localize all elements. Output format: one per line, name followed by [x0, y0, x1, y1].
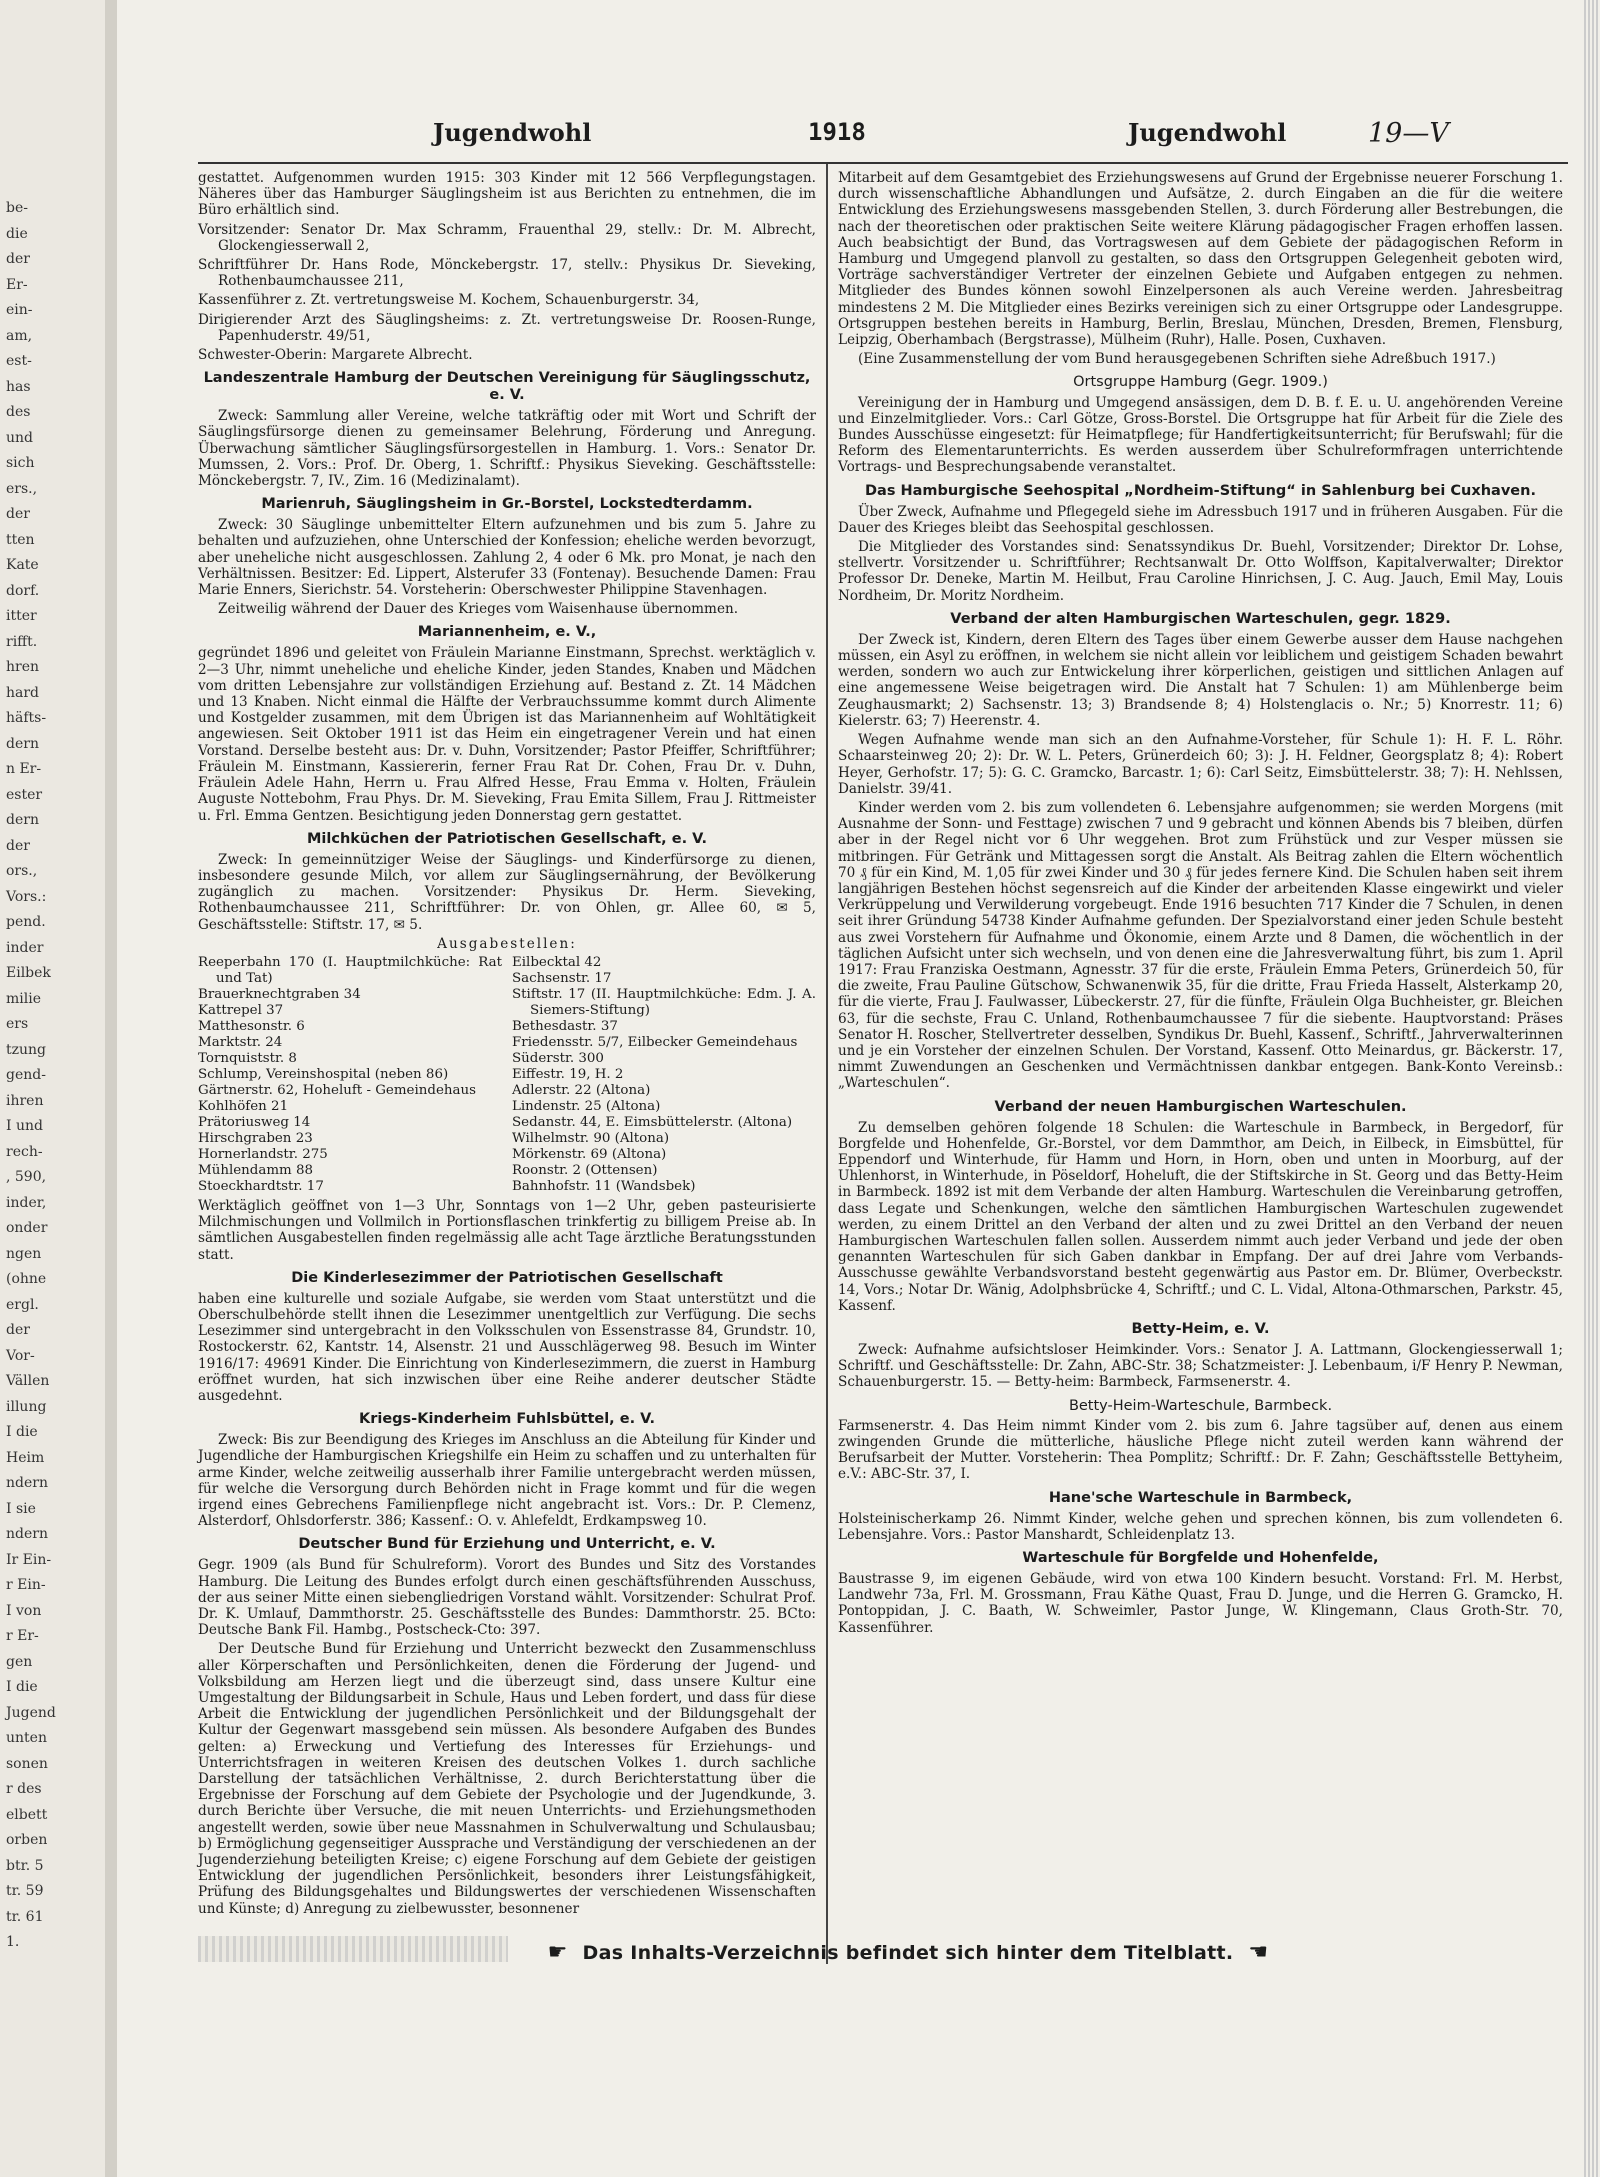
running-header — [118, 118, 1573, 158]
outlet-item: Tornquiststr. 8 — [198, 1050, 297, 1066]
section-text: Zweck: Sammlung aller Vereine, welche tatkräftig oder mit Wort und Schrift der Säuglingsfürsorge dienen zu gemeinsamer Belehrung, Förderung und Anregung. Überwachung sämtlicher Säuglingsfürsorgestellen in Hamburg. 1. Vors.: Senator Dr. Mumssen, 2. Vors.: Prof. Dr. Oberg, 1. Schriftf.: Physikus Sieveking. Geschäftsstelle: Mönckebergstr. 7, IV., Zim. 16 (Medizinalamt). — [198, 408, 816, 490]
gutter-text: onder — [6, 1220, 48, 1236]
section-heading: Betty-Heim-Warteschule, Barmbeck. — [1068, 1397, 1333, 1414]
section-text: Zweck: In gemeinnütziger Weise der Säuglings- und Kinderfürsorge zu dienen, insbesondere gesunde Milch, vor allem zur Säuglingsernährung, der Bevölkerung zugänglich zu machen. Vorsitzender: Physikus Dr. Herm. Sieveking, Rothenbaumchaussee 211, Schriftführer: Dr. von Ohlen, gr. Allee 60, ✉ 5, Geschäftsstelle: Stiftstr. 17, ✉ 5. — [198, 851, 816, 933]
book-spine — [105, 0, 117, 2177]
gutter-text: I von — [6, 1602, 42, 1619]
section-text: gegründet 1896 und geleitet von Fräulein Marianne Einstmann, Sprechst. werktäglich v. 2—3 Uhr, nimmt uneheliche und eheliche Kinder, jeden Standes, Knaben und Mädchen vom dritten Lebensjahre zur vollständigen Erziehung auf. Bestand z. Zt. 14 Mädchen und 13 Knaben. Nicht einmal die Hälfte der Verbrauchssumme kommt durch Alimente und Kostgelder zusammen, mit dem Übrigen ist das Mariannenheim auf Wohltätigkeit angewiesen. Seit Oktober 1911 ist das Heim ein eingetragener Verein und hat einen Vorstand. Derselbe besteht aus: Dr. v. Duhn, Vorsitzender; Pastor Pfeiffer, Schriftführer; Fräulein M. Einstmann, Kassiererin, ferner Frau Rat Dr. Cohen, Frau Dr. v. Duhn, Fräulein Adele Hahn, Herrn u. Frau Alfred Hesse, Frau Emma v. Holten, Fräulein Auguste Nottebohm, Frau Phys. Dr. M. Sieveking, Frau Emita Sillem, Frau J. Rittmeister u. Frl. Emma Gentzen. Besichtigung jeden Donnerstag gern gestattet. — [198, 645, 816, 824]
outlet-item: Roonstr. 2 (Ottensen) — [512, 1162, 658, 1178]
outlet-list-b — [512, 955, 816, 1195]
gutter-text: pend. — [6, 914, 46, 930]
gutter-text: est- — [6, 353, 32, 369]
gutter-text: inder — [6, 939, 44, 956]
section-heading: Marienruh, Säuglingsheim in Gr.-Borstel, Lockstedterdamm. — [261, 496, 753, 513]
section-text: Wegen Aufnahme wende man sich an den Aufnahme-Vorsteher, für Schule 1): H. F. L. Röhr. Schaarsteinweg 20; 2): Dr. W. L. Peters, Grünerdeich 60; 3): J. H. Feldner, Georgsplatz 8; 4): Robert Heyer, Gerhofstr. 17; 5): G. C. Gramcko, Barcastr. 1; 6): Carl Seitz, Eimsbüttelerstr. 38; 7): H. Nehlssen, Danielstr. 39/41. — [838, 732, 1563, 797]
section-text: Zweck: 30 Säuglinge unbemittelter Eltern aufzunehmen und bis zum 5. Jahre zu behalten und aufzuziehen, ohne Unterschied der Konfession; eheliche werden bevorzugt, aber uneheliche nicht ausgeschlossen. Zahlung 2, 4 oder 6 Mk. pro Monat, je nach den Verhältnissen. Besitzer: Ed. Lippert, Alsterufer 33 (Fontenay). Besuchende Damen: Frau Marie Enners, Sierichstr. 54. Vorsteherin: Oberschwester Philippine Stavenhagen. — [198, 517, 816, 599]
gutter-text: orben — [6, 1832, 48, 1848]
section-heading: Hane'sche Warteschule in Barmbeck, — [1048, 1489, 1353, 1506]
outlet-item: Hornerlandstr. 275 — [198, 1146, 328, 1162]
column-rule — [826, 164, 828, 1964]
gutter-text: ndern — [6, 1526, 48, 1542]
gutter-text: Vors.: — [6, 888, 47, 905]
section-heading: Verband der neuen Hamburgischen Warteschulen. — [994, 1098, 1407, 1115]
outlet-item: Stoeckhardtstr. 17 — [198, 1178, 324, 1194]
page-number: 19—V — [1368, 118, 1449, 149]
gutter-text: am, — [6, 327, 33, 344]
gutter-text: Heim — [6, 1449, 45, 1466]
section-text: Mitarbeit auf dem Gesamtgebiet des Erziehungswesens auf Grund der Ergebnisse neuerer Forschung 1. durch wissenschaftliche Abhandlungen und Aufsätze, 2. durch Eingaben an die für die weitere Entwicklung des Erziehungswesens massgebenden Stellen, 3. durch Förderung aller Bestrebungen, die nach der theoretischen oder praktischen Seite weitere Klärung pädagogischer Fragen erhoffen lassen. Auch beabsichtigt der Bund, das Vortragswesen auf dem Gebiete der pädagogischen Reform in Hamburg und Umgegend planvoll zu gestalten, so dass den Ortsgruppen Gelegenheit geboten wird, Vorträge sachverständiger Vertreter der einzelnen Gebiete und Aufgaben entgegen zu nehmen. Mitglieder des Bundes können sowohl Einzelpersonen als auch Vereine werden. Jahresbeitrag mindestens 2 M. Die Mitglieder eines Bezirks vereinigen sich zu einer Ortsgruppe oder Landesgruppe. Ortsgruppen bestehen bereits in Hamburg, Berlin, Breslau, München, Dresden, Bremen, Flensburg, Leipzig, Oberhambach (Bergstrasse), Mülheim (Ruhr), Halle. Posen, Cuxhaven. — [838, 170, 1563, 349]
gutter-text: ngen — [6, 1245, 42, 1262]
section-heading: Ortsgruppe Hamburg (Gegr. 1909.) — [1073, 374, 1328, 391]
gutter-text: Vällen — [6, 1373, 50, 1389]
outlet-item: Brauerknechtgraben 34 — [198, 986, 361, 1002]
gutter-text: itter — [6, 608, 37, 624]
section-text: Vereinigung der in Hamburg und Umgegend ansässigen, dem D. B. f. E. u. U. angehörenden Vereine und Einzelmitglieder. Vors.: Carl Götze, Gross-Borstel. Die Ortsgruppe hat für Arbeit für die Ziele des Bundes Ausschüsse eingesetzt: für Heimatpflege; für Handfertigkeitsunterricht; für Berufswahl; für die Reform des Elementarunterrichts. Es werden ausserdem über Schulreformfragen unterrichtende Vortrags- und Besprechungsabende veranstaltet. — [838, 394, 1563, 476]
gutter-text: hard — [6, 684, 40, 701]
gutter-text: rifft. — [6, 633, 38, 650]
gutter-text: milie — [6, 990, 41, 1007]
gutter-text: be- — [6, 200, 28, 216]
outlets-title: Ausgabestellen: — [437, 935, 577, 952]
outlet-item: Prätoriusweg 14 — [198, 1114, 311, 1130]
running-year: 1918 — [808, 118, 866, 146]
gutter-text: unten — [6, 1730, 47, 1746]
outlet-item: Sachsenstr. 17 — [512, 970, 612, 986]
section-text: Über Zweck, Aufnahme und Pflegegeld siehe im Adressbuch 1917 und in früheren Ausgaben. Für die Dauer des Krieges bleibt das Seehospital geschlossen. — [838, 503, 1563, 536]
outlet-item: Stiftstr. 17 (II. Hauptmilchküche: Edm. J. A. Siemers-Stiftung) — [512, 986, 816, 1018]
outlet-item: Lindenstr. 25 (Altona) — [512, 1098, 661, 1114]
section-text: Baustrasse 9, im eigenen Gebäude, wird von etwa 100 Kindern besucht. Vorstand: Frl. M. Herbst, Landwehr 73a, Frl. M. Grossmann, Frau Käthe Quast, Frau D. Junge, und die Herren G. Gramcko, H. Pontoppidan, J. C. Baath, W. Schweimler, Pastor Junge, W. Klingemann, Claus Groth-Str. 70, Kassenführer. — [838, 1571, 1563, 1636]
section-heading: Die Kinderlesezimmer der Patriotischen Gesellschaft — [291, 1269, 723, 1286]
gutter-text: häfts- — [6, 710, 47, 726]
intro-line: Kassenführer z. Zt. vertretungsweise M. Kochem, Schauenburgerstr. 34, — [198, 292, 700, 309]
outlet-item: Wilhelmstr. 90 (Altona) — [512, 1130, 670, 1146]
gutter-text: der — [6, 506, 30, 522]
gutter-text: tr. 59 — [6, 1883, 44, 1899]
gutter-text: (ohne — [6, 1271, 47, 1287]
gutter-text: gen — [6, 1653, 33, 1670]
gutter-text: inder, — [6, 1194, 47, 1211]
pointing-hand-icon: ☛ — [547, 1940, 568, 1965]
gutter-text: Er- — [6, 276, 28, 293]
gutter-text: der — [6, 837, 30, 854]
gutter-text: sonen — [6, 1755, 48, 1772]
section-text: Zu demselben gehören folgende 18 Schulen: die Warteschule in Barmbeck, in Bergedorf, für Borgfelde und Hohenfelde, Gr.-Borstel, vor dem Dammthor, am Deich, in Eilbeck, in Eimsbüttel, für Eppendorf und Winterhude, für Hamm und Horn, in Horn, oben und unten in Moorburg, auf der Uhlenhorst, in Winterhude, in Pöseldorf, Hoheluft, die der Stiftskirche in St. Georg und das Betty-Heim in Barmbeck. 1892 ist mit dem Verbande der alten Hamburg. Warteschulen die Vereinbarung getroffen, dass Legate und Schenkungen, welche den sämtlichen Hamburgischen Warteschulen zugewendet werden, zu einem Drittel an den Verband der alten und zu zwei Drittel an den Verband der neuen Hamburgischen Warteschulen fallen sollen. Ausserdem nimmt auch jeder Verband und jede der oben genannten Warteschulen für sich Gaben dankbar in Empfang. Der auf drei Jahre vom Verbands-Ausschusse gewählte Verbandsvorstand besteht gegenwärtig aus Pastor em. Dr. Blümer, Overbeckstr. 14, Vors.; Notar Dr. Wänig, Adolphsbrücke 4, Schriftf.; und C. L. Vidal, Altona-Othmarschen, Parkstr. 45, Kassenf. — [838, 1119, 1563, 1314]
running-title-right: Jugendwohl — [1128, 118, 1287, 147]
section-heading: Verband der alten Hamburgischen Warteschulen, gegr. 1829. — [950, 610, 1451, 627]
gutter-text: gend- — [6, 1067, 46, 1083]
gutter-text: I sie — [6, 1500, 36, 1517]
gutter-text: n Er- — [6, 761, 42, 777]
gutter-text: ihren — [6, 1092, 44, 1109]
right-column — [838, 170, 1563, 1639]
page-edge — [1584, 0, 1600, 2177]
section-heading: Landeszentrale Hamburg der Deutschen Vereinigung für Säuglingsschutz, e. V. — [203, 370, 811, 404]
section-heading: Mariannenheim, e. V., — [417, 624, 597, 641]
gutter-text: r des — [6, 1781, 42, 1797]
gutter-text: sich — [6, 455, 35, 471]
gutter-text: der — [6, 251, 30, 267]
section-text: Die Mitglieder des Vorstandes sind: Senatssyndikus Dr. Buehl, Vorsitzender; Direktor Dr. Lohse, stellvertr. Vorsitzender u. Schriftführer; Rechtsanwalt Dr. Otto Wolffson, Kapitalverwalter; Direktor Professor Dr. Deneke, Martin M. Heilbut, Frau Caroline Hinrichsen, J. C. Aug. Jauch, Emil May, Louis Nordheim, Dr. Moritz Nordheim. — [838, 539, 1563, 604]
gutter-text: ndern — [6, 1475, 48, 1491]
outlet-item: Mühlendamm 88 — [198, 1162, 314, 1178]
outlet-item: Hirschgraben 23 — [198, 1130, 313, 1146]
gutter-text: btr. 5 — [6, 1857, 44, 1874]
gutter-text: ergl. — [6, 1296, 39, 1313]
intro-line: Vorsitzender: Senator Dr. Max Schramm, Frauenthal 29, stellv.: Dr. M. Albrecht, Glockengiesserwall 2, — [198, 221, 816, 254]
section-text: haben eine kulturelle und soziale Aufgabe, sie werden vom Staat unterstützt und die Oberschulbehörde stellt ihnen die Lesezimmer unentgeltlich zur Verfügung. Die sechs Lesezimmer sind untergebracht in den Volksschulen von Essenstrasse 84, Grundstr. 10, Rostockerstr. 62, Kantstr. 14, Alsenstr. 21 und Ausschlägerweg 98. Besuch im Winter 1916/17: 49691 Kinder. Die Einrichtung von Kinderlesezimmern, die zuerst in Hamburg eröffnet wurden, hat sich inzwischen über eine Reihe anderer deutscher Städte ausgedehnt. — [198, 1290, 816, 1404]
section-text: Der Zweck ist, Kindern, deren Eltern des Tages über einem Gewerbe ausser dem Hause nachgehen müssen, ein Asyl zu eröffnen, in welchem sie nicht allein vor leiblichem und geistigem Schaden bewahrt werden, sondern wo auch zur Entwickelung ihrer körperlichen, geistigen und sittlichen Anlagen auf eine angemessene Weise beigetragen wird. Die Anstalt hat 7 Schulen: 1) am Mühlenberge beim Zeughausmarkt; 2) Sachsenstr. 13; 3) Brandsende 8; 4) Holstenglacis o. Nr.; 5) Knorrestr. 11; 6) Kielerstr. 63; 7) Heerenstr. 4. — [838, 631, 1563, 729]
outlet-item: Matthesonstr. 6 — [198, 1018, 305, 1034]
footer-note — [458, 1940, 1358, 1965]
outlet-item: Schlump, Vereinshospital (neben 86) — [198, 1066, 449, 1082]
gutter-text: ers — [6, 1016, 29, 1032]
gutter-text: Eilbek — [6, 965, 51, 981]
gutter-text: I die — [6, 1679, 38, 1695]
outlet-item: Eiffestr. 19, H. 2 — [512, 1066, 624, 1082]
facing-page-margin — [0, 0, 107, 2177]
gutter-text: dern — [6, 735, 39, 752]
header-rule — [198, 162, 1568, 164]
gutter-text: tzung — [6, 1041, 46, 1058]
gutter-text: elbett — [6, 1806, 48, 1823]
left-column — [198, 170, 816, 1920]
outlet-item: Friedensstr. 5/7, Eilbecker Gemeindehaus — [512, 1034, 798, 1050]
section-text: Der Deutsche Bund für Erziehung und Unterricht bezweckt den Zusammenschluss aller Körperschaften und Persönlichkeiten, denen die Förderung der Jugend- und Volksbildung am Herzen liegt und die überzeugt sind, dass unsere Kultur eine Umgestaltung der Bildungsarbeit in Schule, Haus und Leben fordert, und dass für diese Arbeit die Entwicklung der jugendlichen Persönlichkeit und der Bildungsgehalt der Kultur der Gegenwart massgebend sein müssen. Als besondere Aufgaben des Bundes gelten: a) Erweckung und Vertiefung des Interesses für Erziehungs- und Unterrichtsfragen in weiteren Kreisen des deutschen Volkes 1. durch sachliche Darstellung der tatsächlichen Verhältnisse, 2. durch Berichterstattung über die Ergebnisse der Forschung auf dem Gebiete der Psychologie und der Jugendkunde, 3. durch Berichte über Versuche, die mit neuen Unterrichts- und Erziehungsmethoden angestellt werden, sowie über neue Massnahmen in Schulverwaltung und Schulausbau; b) Ermöglichung gegenseitiger Aussprache und Verständigung der verschiedenen an der Jugenderziehung beteiligten Kreise; c) eigene Forschung auf dem Gebiete der geistigen Entwicklung der jugendlichen Persönlichkeit, besonders ihrer Leistungsfähigkeit, Prüfung des Bildungsgehaltes und Bildungswertes der verschiedenen Wissenschaften und Künste; d) Anregung zu zielbewusster, besonnener — [198, 1641, 816, 1917]
gutter-text: r Er- — [6, 1628, 39, 1644]
outlet-list-a — [198, 955, 502, 1195]
gutter-text: 1. — [6, 1934, 20, 1950]
section-text: Zweck: Aufnahme aufsichtsloser Heimkinder. Vors.: Senator J. A. Lattmann, Glockengiesserwall 1; Schriftf. und Geschäftsstelle: Dr. Zahn, ABC-Str. 38; Schatzmeister: J. Lebenbaum, i/F Henry P. Newman, Schauenburgerstr. 15. — Betty-heim: Barmbeck, Farmsenerstr. 4. — [838, 1342, 1563, 1391]
section-text: Farmsenerstr. 4. Das Heim nimmt Kinder vom 2. bis zum 6. Jahre tagsüber auf, denen aus einem zwingenden Grunde die mütterliche, häusliche Pflege nicht zuteil werden kann während der Berufsarbeit der Mutter. Vorsteherin: Thea Pomplitz; Schriftf.: Dr. F. Zahn; Geschäftsstelle Bettyheim, e.V.: ABC-Str. 37, I. — [838, 1417, 1563, 1483]
section-text: Holsteinischerkamp 26. Nimmt Kinder, welche gehen und sprechen können, bis zum vollendeten 6. Lebensjahre. Vors.: Pastor Manshardt, Schleidenplatz 13. — [838, 1510, 1563, 1543]
page — [118, 0, 1573, 2177]
gutter-text: has — [6, 378, 31, 395]
gutter-text: der — [6, 1322, 30, 1338]
section-text: Gegr. 1909 (als Bund für Schulreform). Vorort des Bundes und Sitz des Vorstandes Hamburg. Die Leitung des Bundes erfolgt durch einen geschäftsführenden Ausschuss, der aus seiner Mitte einen siebengliedrigen Vorstand wählt. Vorsitzender: Schulrat Prof. Dr. K. Umlauf, Dammthorstr. 25. Geschäftsstelle des Bundes: Dammthorstr. 25. BCto: Deutsche Bank Fil. Hambg., Postscheck-Cto: 397. — [198, 1557, 816, 1639]
outlet-item: Mörkenstr. 69 (Altona) — [512, 1146, 667, 1162]
intro-text: gestattet. Aufgenommen wurden 1915: 303 Kinder mit 12 566 Verpflegungstagen. Näheres über das Hamburger Säuglingsheim ist aus Berichten zu entnehmen, die im Büro erhältlich sind. — [198, 170, 816, 219]
outlet-item: Reeperbahn 170 (I. Hauptmilchküche: Rat und Tat) — [198, 954, 502, 986]
section-heading: Deutscher Bund für Erziehung und Unterricht, e. V. — [298, 1536, 716, 1553]
gutter-text: Kate — [6, 557, 39, 573]
section-heading: Warteschule für Borgfelde und Hohenfelde, — [1022, 1550, 1379, 1567]
gutter-text: und — [6, 429, 33, 446]
outlet-list — [198, 955, 816, 1195]
gutter-text: Ir Ein- — [6, 1551, 52, 1568]
gutter-text: die — [6, 225, 28, 242]
running-title-left: Jugendwohl — [433, 118, 592, 147]
intro-line: Schriftführer Dr. Hans Rode, Mönckebergstr. 17, stellv.: Physikus Dr. Sieveking, Rothenbaumchaussee 211, — [198, 257, 816, 290]
outlet-item: Bahnhofstr. 11 (Wandsbek) — [512, 1178, 696, 1194]
intro-line: Dirigierender Arzt des Säuglingsheims: z. Zt. vertretungsweise Dr. Roosen-Runge, Papenhuderstr. 49/51, — [198, 311, 816, 344]
pointing-hand-icon: ☚ — [1248, 1940, 1269, 1965]
outlet-item: Bethesdastr. 37 — [512, 1018, 618, 1034]
footer-text: Das Inhalts-Verzeichnis befindet sich hinter dem Titelblatt. — [582, 1942, 1234, 1964]
gutter-text: hren — [6, 659, 40, 675]
section-text: Werktäglich geöffnet von 1—3 Uhr, Sonntags von 1—2 Uhr, geben pasteurisierte Milchmischungen und Vollmilch in Portionsflaschen trinkfertig zu billigem Preise ab. In sämtlichen Ausgabestellen finden regelmässig alle acht Tage ärztliche Beratungsstunden statt. — [198, 1197, 816, 1263]
section-text: (Eine Zusammenstellung der vom Bund herausgegebenen Schriften siehe Adreßbuch 1917.) — [858, 351, 1496, 368]
gutter-text: tten — [6, 531, 35, 548]
section-text: Zeitweilig während der Dauer des Krieges vom Waisenhause übernommen. — [218, 601, 739, 618]
gutter-text: Vor- — [6, 1347, 35, 1364]
gutter-text: ester — [6, 786, 43, 803]
section-heading: Milchküchen der Patriotischen Gesellschaft, e. V. — [306, 830, 707, 847]
gutter-text: dern — [6, 812, 39, 828]
section-heading: Kriegs-Kinderheim Fuhlsbüttel, e. V. — [358, 1411, 655, 1428]
outlet-item: Adlerstr. 22 (Altona) — [512, 1082, 651, 1098]
outlet-item: Kohlhöfen 21 — [198, 1098, 289, 1114]
outlet-item: Marktstr. 24 — [198, 1034, 283, 1050]
section-heading: Das Hamburgische Seehospital „Nordheim-Stiftung“ in Sahlenburg bei Cuxhaven. — [865, 482, 1536, 499]
outlet-item: Gärtnerstr. 62, Hoheluft - Gemeindehaus — [198, 1082, 476, 1098]
outlet-item: Kattrepel 37 — [198, 1002, 284, 1018]
section-heading: Betty-Heim, e. V. — [1131, 1321, 1270, 1337]
gutter-text: I die — [6, 1424, 38, 1440]
intro-line: Schwester-Oberin: Margarete Albrecht. — [198, 347, 473, 364]
gutter-text: ein- — [6, 302, 33, 318]
gutter-text: tr. 61 — [6, 1908, 44, 1925]
gutter-text: r Ein- — [6, 1577, 46, 1593]
gutter-text: ors., — [6, 863, 38, 879]
gutter-text: rech- — [6, 1143, 43, 1160]
gutter-text: Jugend — [6, 1704, 56, 1721]
gutter-text: ers., — [6, 480, 38, 497]
gutter-text: I und — [6, 1118, 43, 1134]
section-text: Zweck: Bis zur Beendigung des Krieges im Anschluss an die Abteilung für Kinder und Jugendliche der Hamburgischen Kriegshilfe ein Heim zu schaffen und zu unterhalten für arme Kinder, welche zeitweilig ausserhalb ihrer Familie untergebracht werden müssen, für welche die Versorgung durch Behörden nicht in Frage kommt und für die wegen irgend eines Gebrechens Familienpflege nicht angebracht ist. Vors.: Dr. P. Clemenz, Alsterdorf, Ohlsdorferstr. 386; Kassenf.: O. v. Ahlefeldt, Erdkampsweg 10. — [198, 1432, 816, 1530]
outlet-item: Eilbecktal 42 — [512, 954, 602, 970]
section-text: Kinder werden vom 2. bis zum vollendeten 6. Lebensjahre aufgenommen; sie werden Morgens (mit Ausnahme der Sonn- und Festtage) zwischen 7 und 9 gebracht und können Abends bis 7 bleiben, dürfen aber in der Regel nicht vor 6 Uhr weggehen. Brot zum Frühstück und zur Vesper müssen sie mitbringen. Für Getränk und Mittagessen sorgt die Anstalt. Als Beitrag zahlen die Eltern wöchentlich 70 ₰ für ein Kind, M. 1,05 für zwei Kinder und 30 ₰ für jedes fernere Kind. Die Schulen haben seit ihrem langjährigen Bestehen höchst segensreich auf die Kinder der arbeitenden Klasse eingewirkt und vieler Verkrüppelung und Verwilderung vorgebeugt. Ende 1916 besuchten 717 Kinder die 7 Schulen, in denen seit ihrer Gründung 54738 Kinder Aufnahme gefunden. Der Spezialvorstand einer jeden Schule besteht aus zwei Vorstehern für Aufnahme und Ökonomie, einem Arzte und 8 Damen, die wöchentlich in der täglichen Aufsicht unter sich wechseln, und von denen eine die Jahresverwaltung führt, bis zum 1. April 1917: Frau Franziska Oestmann, Agnesstr. 37 für die erste, Fräulein Emma Peters, Grünerdeich 50, für die zweite, Frau Pauline Gütschow, Schwanenwik 35, für die dritte, Frau Frieda Hasselt, Alsterkamp 20, für die vierte, Frau J. Faulwasser, Lübeckerstr. 27, für die fünfte, Fräulein Olga Buchheister, gr. Bleichen 63, für die sechste, Frau C. Unland, Rothenbaumchaussee 7 für die siebente. Hauptvorstand: Präses Senator H. Roscher, Stellvertreter desselben, Syndikus Dr. Buehl, Kassenf., Schriftf., Jahrverwalterinnen und je ein Vorsteher der einzelnen Schulen. Der Vorstand, Kassenf. Otto Meinardus, gr. Bäckerstr. 17, nimmt Zuwendungen an Geschenken und Vermächtnissen dankbar entgegen. Bank-Konto Vereinsb.: „Warteschulen“. — [838, 799, 1563, 1092]
gutter-text: des — [6, 404, 31, 420]
outlet-item: Sedanstr. 44, E. Eimsbüttelerstr. (Altona) — [512, 1114, 793, 1130]
gutter-text: illung — [6, 1398, 47, 1415]
outlet-item: Süderstr. 300 — [512, 1050, 604, 1066]
gutter-text: , 590, — [6, 1169, 47, 1185]
gutter-text: dorf. — [6, 582, 40, 599]
